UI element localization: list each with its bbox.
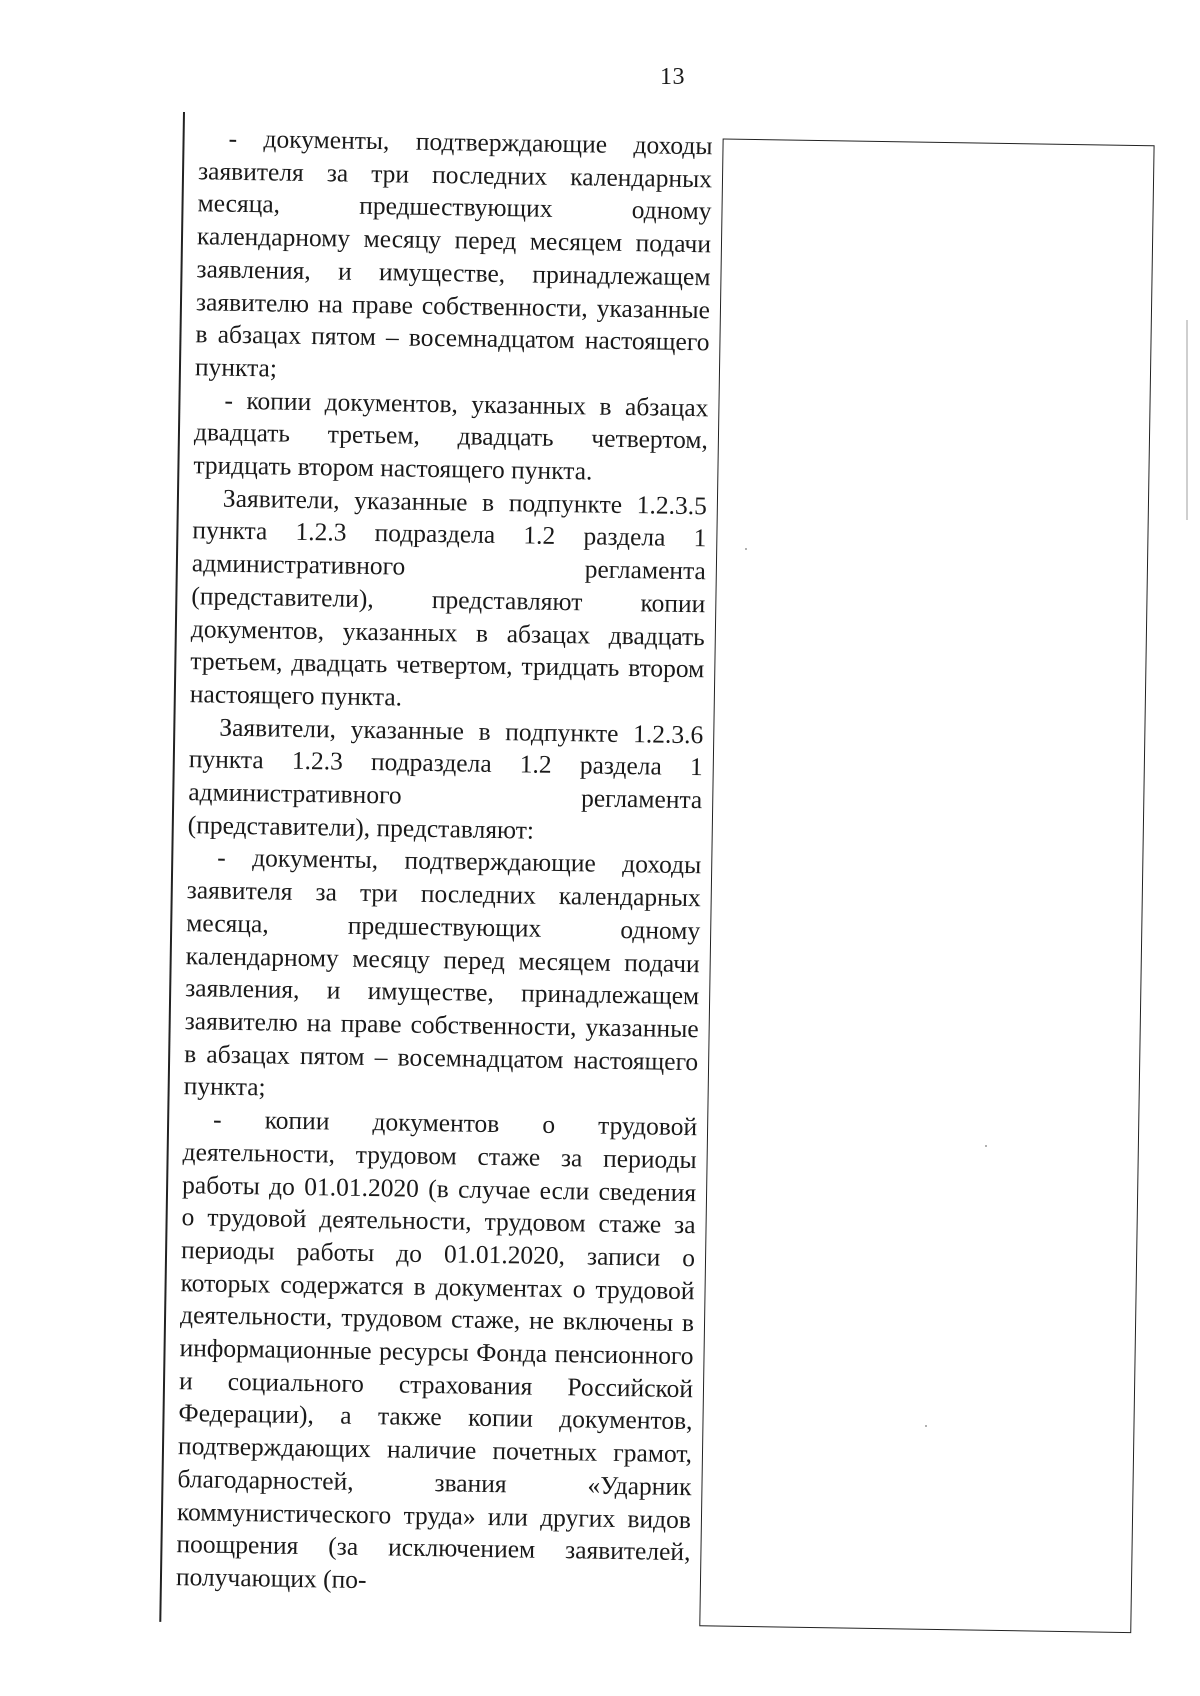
table-left-cell	[159, 112, 723, 1630]
paragraph-1: - документы, подтверждающие доходы заявителя за три последних календарных месяца, предшествующих одному календарному месяцу перед месяцем подачи заявления, и имуществе, принадлежащем заявителю на праве собственности, указанные в абзацах пятом – восемнадцатом настоящего пункта;	[194, 123, 713, 383]
paragraph-2: - копии документов, указанных в абзацах двадцать третьем, двадцать четвертом, тридцать втором настоящего пункта.	[193, 385, 709, 486]
paragraph-5: - документы, подтверждающие доходы заявителя за три последних календарных месяца, предшествующих одному календарному месяцу перед месяцем подачи заявления, и имуществе, принадлежащем заявителю на праве собственности, указанные в абзацах пятом – восемнадцатом настоящего пункта;	[183, 843, 702, 1102]
scan-artifact	[1186, 320, 1188, 520]
paragraph-6: - копии документов о трудовой деятельности, трудовом стаже за периоды работы до 01.01.2020 (в случае если сведения о трудовой деятельности, трудовом стаже за периоды работы до 01.01.2020, записи о которых содержатся в документах о трудовой деятельности, трудовом стаже, не включены в информационные ресурсы Фонда пенсионного и социального страхования Российской Федерации), а также копии документов, подтверждающих наличие почетных грамот, благодарностей, звания «Ударник коммунистического труда» или других видов поощрения (за исключением заявителей, получающих (по-	[175, 1104, 698, 1594]
scan-speck	[745, 548, 747, 550]
table-right-cell	[699, 138, 1154, 1633]
scan-speck	[925, 1425, 927, 1427]
scan-speck	[985, 1145, 987, 1147]
paragraph-4: Заявители, указанные в подпункте 1.2.3.6 пункта 1.2.3 подраздела 1.2 раздела 1 административного регламента (представители), представляют:	[187, 712, 704, 845]
paragraph-3: Заявители, указанные в подпункте 1.2.3.5 пункта 1.2.3 подраздела 1.2 раздела 1 административного регламента (представители), представляют копии документов, указанных в абзацах двадцать третьем, двадцать четвертом, тридцать втором настоящего пункта.	[189, 483, 708, 712]
document-table	[159, 112, 1158, 1637]
page-number: 13	[660, 64, 685, 90]
